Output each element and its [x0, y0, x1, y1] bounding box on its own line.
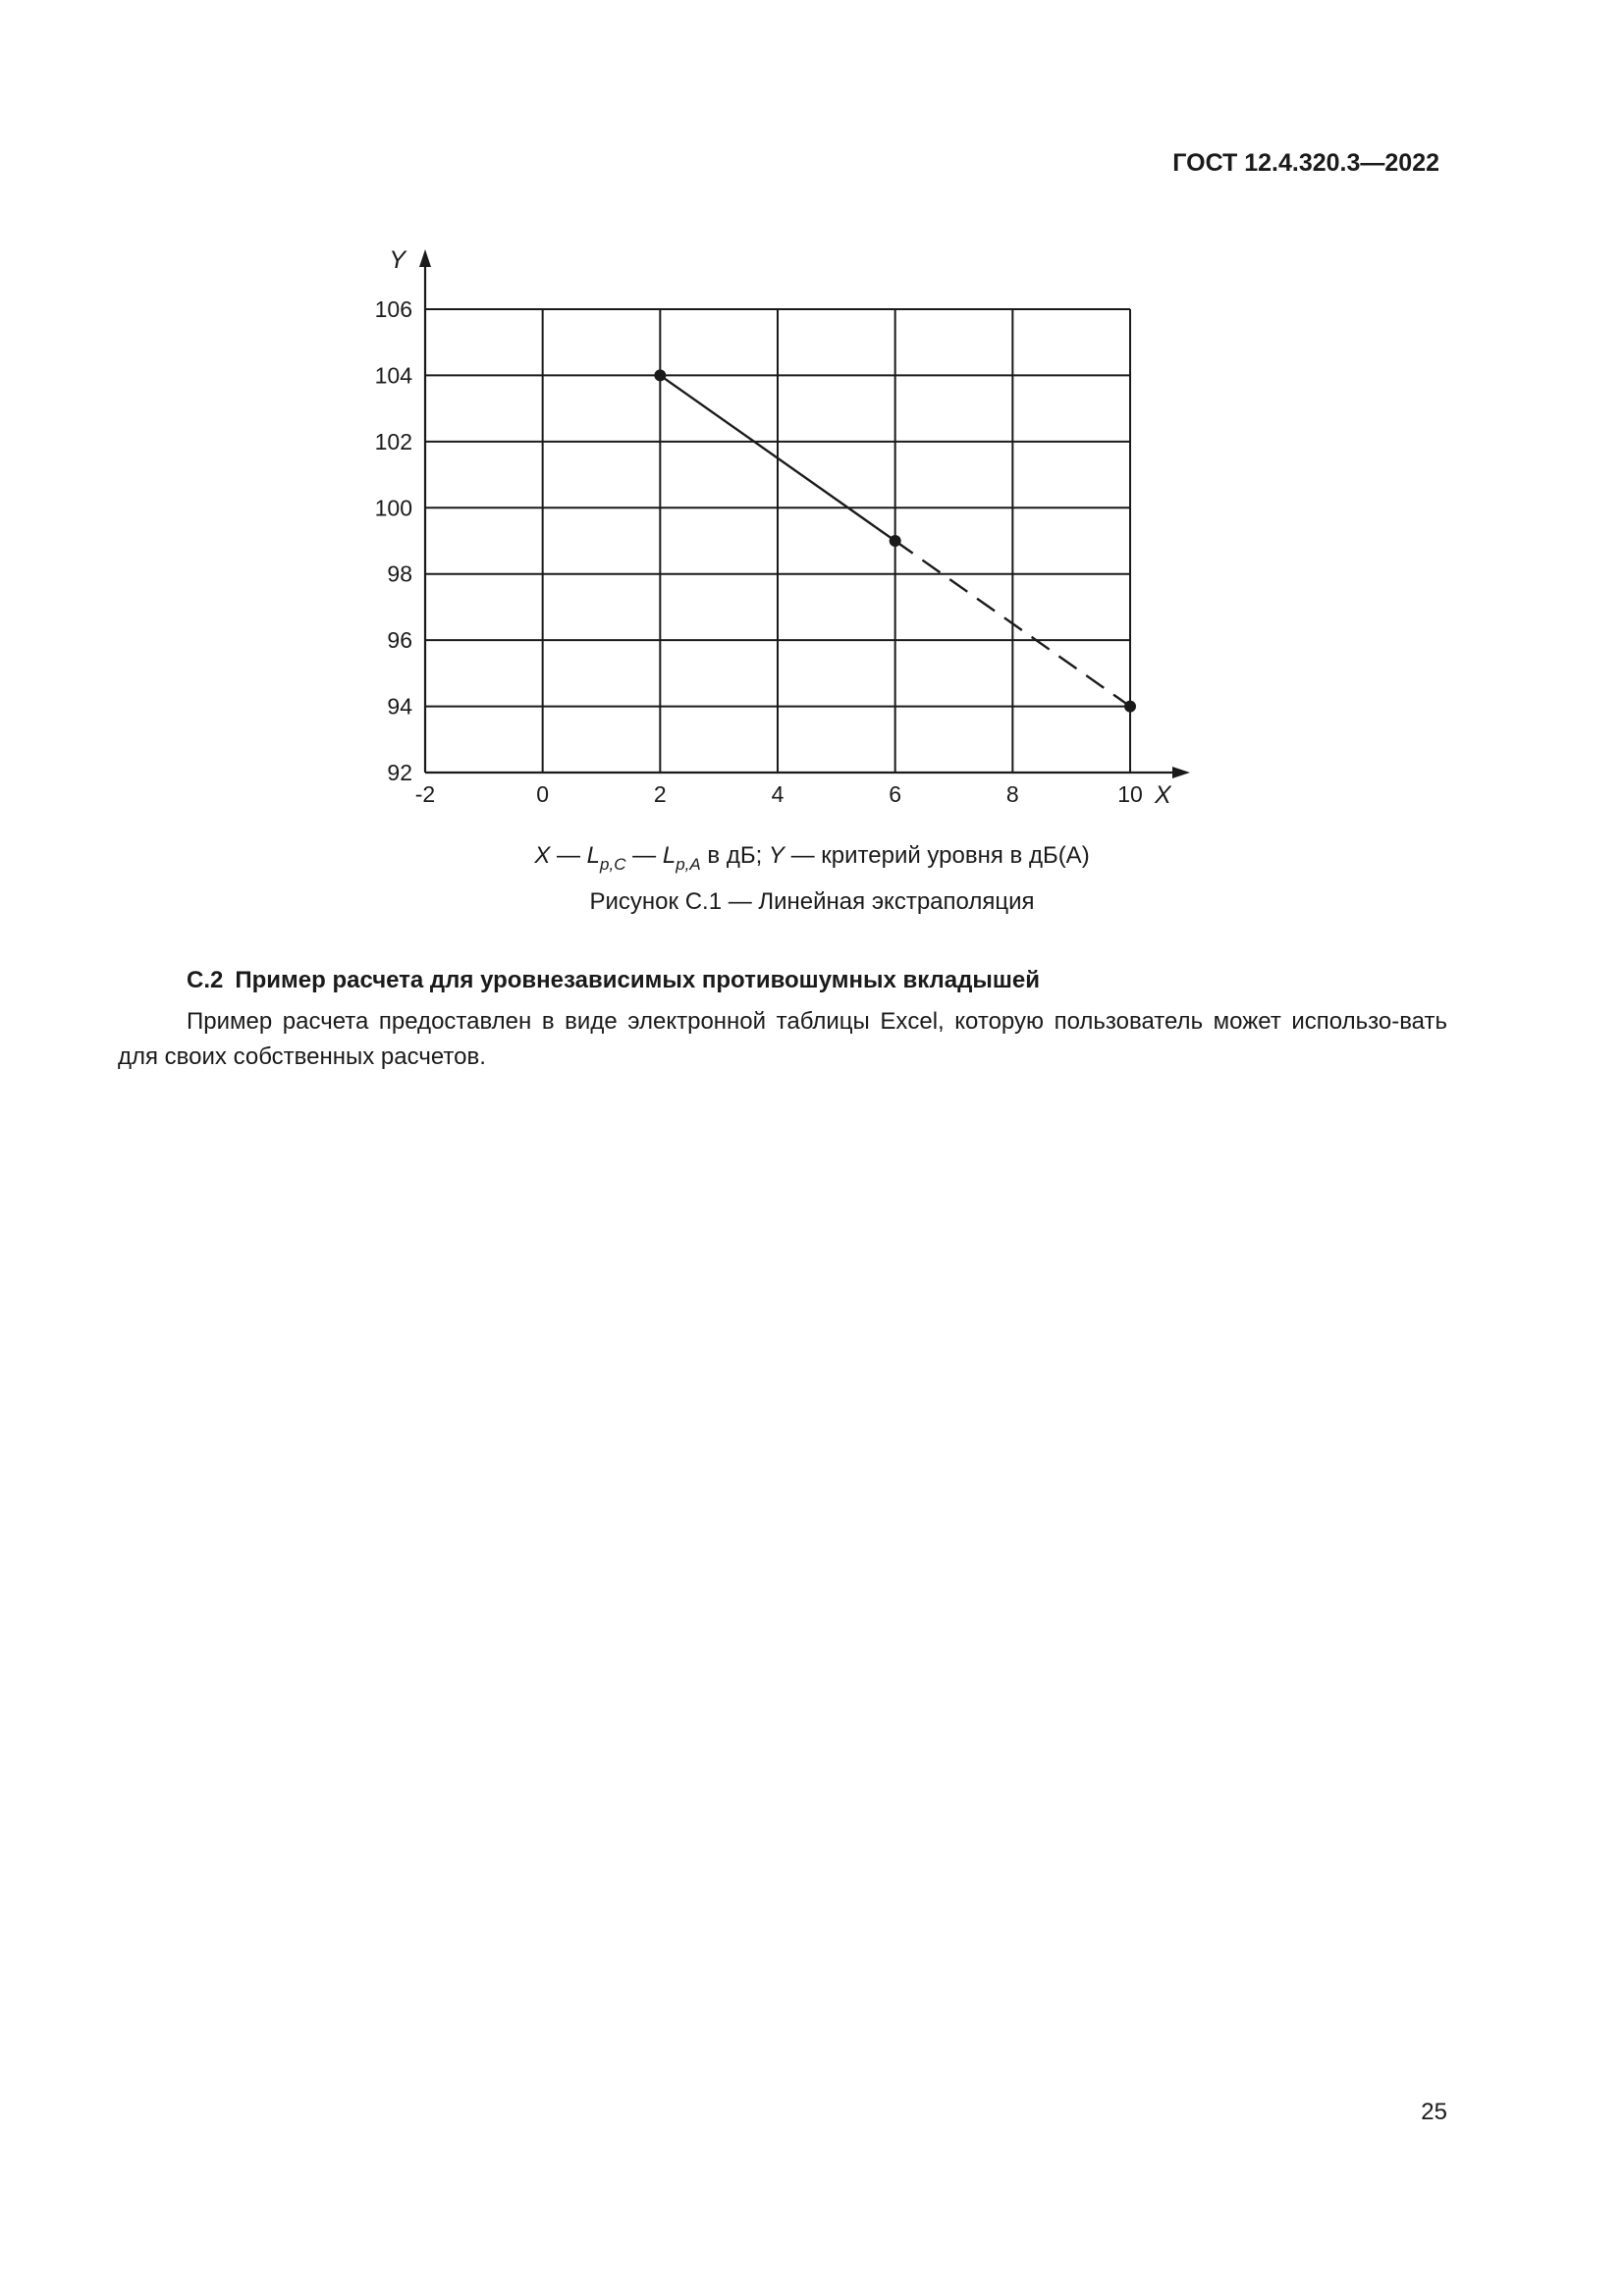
- x-tick-label: 6: [889, 781, 902, 807]
- data-point: [654, 369, 666, 381]
- y-tick-label: 96: [387, 627, 412, 654]
- x-axis-label: X: [1155, 781, 1171, 809]
- legend-l2: L: [662, 842, 677, 869]
- x-tick-label: 10: [1117, 781, 1143, 807]
- y-axis-label: Y: [389, 246, 406, 274]
- figure-caption: Рисунок С.1 — Линейная экстраполяция: [589, 888, 1035, 915]
- legend-dash-2: —: [625, 842, 663, 869]
- y-tick-label: 106: [374, 296, 412, 322]
- data-point: [890, 535, 901, 547]
- y-tick-label: 94: [387, 693, 412, 720]
- y-tick-label: 98: [387, 561, 412, 587]
- y-tick-label: 104: [374, 362, 412, 389]
- legend-dash-1: —: [550, 842, 587, 869]
- data-point: [1124, 701, 1136, 713]
- legend-l1: L: [586, 842, 601, 869]
- x-tick-label: 2: [653, 781, 667, 807]
- x-tick-label: 4: [771, 781, 785, 807]
- legend-x-description: в дБ;: [700, 842, 769, 869]
- legend-x-symbol: X: [534, 842, 551, 869]
- x-tick-label: 0: [536, 781, 550, 807]
- document-standard-header: ГОСТ 12.4.320.3—2022: [1172, 149, 1439, 177]
- x-tick-label: -2: [414, 781, 436, 807]
- y-tick-label: 92: [387, 760, 412, 785]
- section-title: Пример расчета для уровнезависимых противошумных вкладышей: [235, 967, 1040, 993]
- y-axis-arrow: [419, 249, 431, 267]
- extrapolation-chart: [353, 236, 1218, 844]
- legend-l1-subscript: p,C: [600, 855, 626, 874]
- legend-l2-subscript: p,A: [676, 855, 701, 874]
- x-tick-label: 8: [1005, 781, 1019, 807]
- legend-y-symbol: Y: [768, 842, 785, 869]
- y-tick-label: 102: [374, 428, 412, 454]
- legend-y-description: — критерий уровня в дБ(А): [784, 842, 1090, 869]
- y-tick-label: 100: [374, 495, 412, 521]
- section-heading: [187, 967, 1040, 994]
- page-number: 25: [1421, 2099, 1447, 2125]
- x-axis-arrow: [1172, 767, 1190, 778]
- section-number: С.2: [187, 967, 224, 993]
- figure-legend: [0, 842, 1624, 874]
- section-paragraph: Пример расчета предоставлен в виде электронной таблицы Excel, которую пользователь может использо-вать для своих собственных расчетов.: [118, 1008, 1447, 1070]
